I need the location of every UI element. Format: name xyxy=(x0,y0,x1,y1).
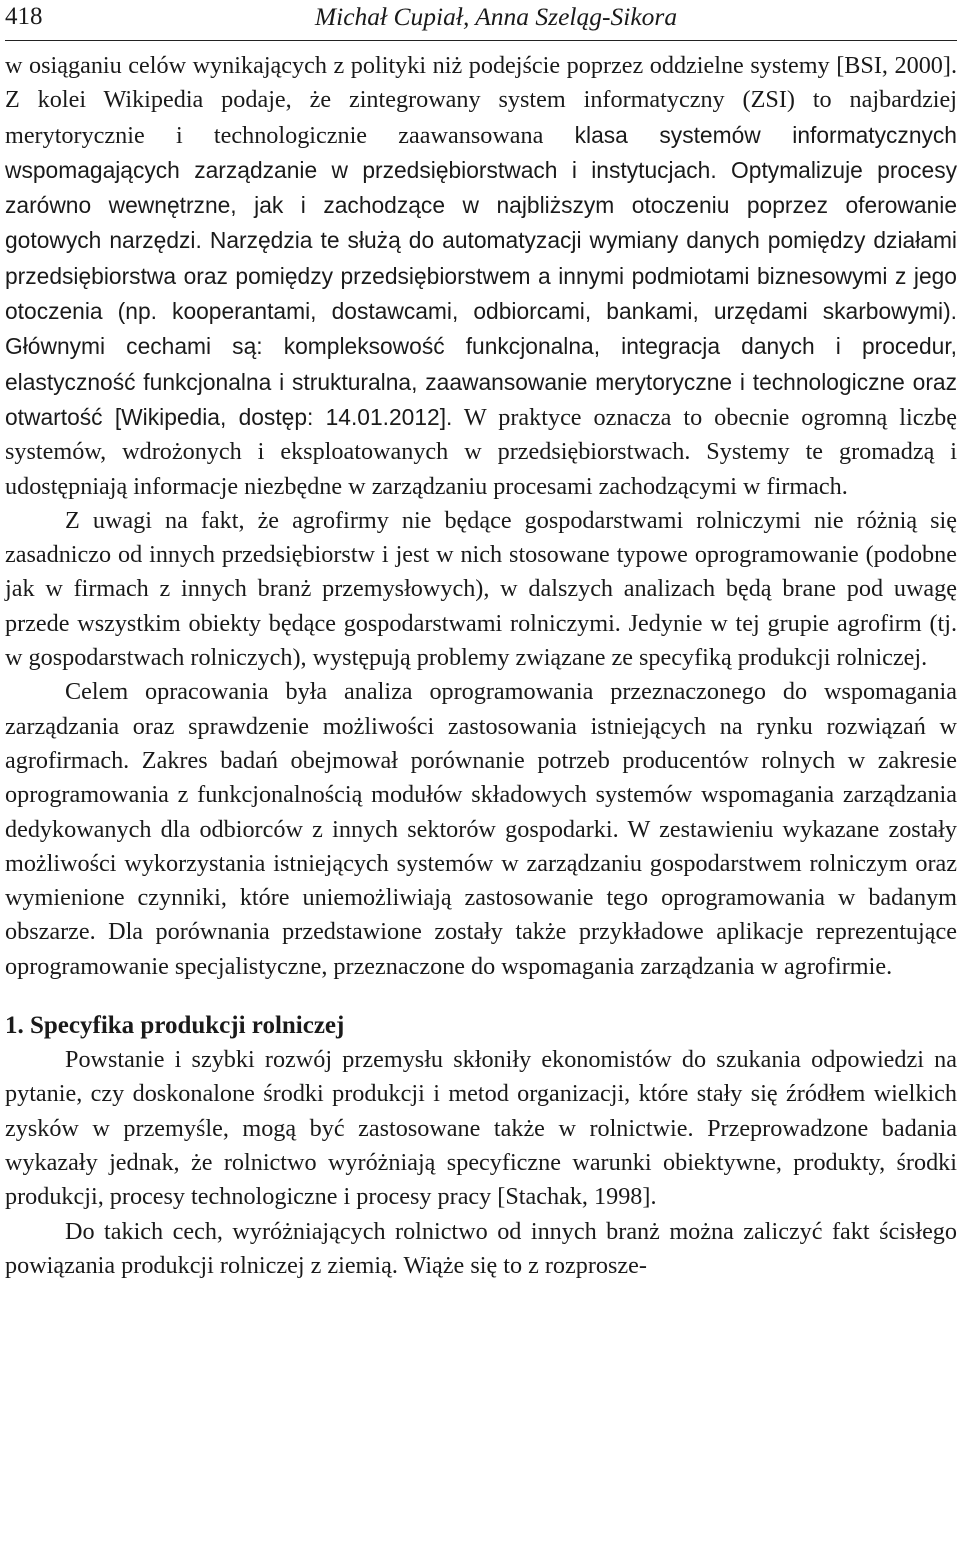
paragraph-section-features: Do takich cech, wyróżniających rolnictwo od innych branż można zaliczyć fakt ścisłego powiązania produkcji rolniczej z ziemią. Wiąże się to z rozprosze- xyxy=(5,1217,957,1279)
paragraph-zsi-wikipedia-quote: klasa systemów informatycznych wspomagających zarządzanie w przedsiębiorstwach i instytucjach. Optymalizuje procesy zarówno wewnętrzne, jak i zachodzące w najbliższym otoczeniu poprzez oferowanie gotowych narzędzi. Narzędzia te służą do automatyzacji wymiany danych pomiędzy działami przedsiębiorstwa oraz pomiędzy przedsiębiorstwem a innymi podmiotami biznesowymi z jego otoczenia (np. kooperantami, dostawcami, odbiorcami, bankami, urzędami skarbowymi). Głównymi cechami są: kompleksowość funkcjonalna, integracja danych i procedur, elastyczność funkcjonalna i strukturalna, zaawansowanie merytoryczne i technologiczne oraz otwartość [Wikipedia, dostęp: 14.01.2012]. xyxy=(5,121,957,430)
running-header xyxy=(5,0,957,41)
paragraph-aim: Celem opracowania była analiza oprogramowania przeznaczonego do wspomagania zarządzania oraz sprawdzenie możliwości zastosowania istniejących na rynku rozwiązań w agrofirmach. Zakres badań obejmował porównanie potrzeb producentów rolnych w zakresie oprogramowania z funkcjonalnością modułów składowych systemów wspomagania zarządzania dedykowanych dla odbiorców z innych sektorów gospodarki. W zestawieniu wykazane zostały możliwości wykorzystania istniejących systemów w zarządzaniu gospodarstwem rolniczym oraz wymienione czynniki, które uniemożliwiają zastosowanie tego oprogramowania w badanym obszarze. Dla porównania przedstawione zostały także przykładowe aplikacje reprezentujące oprogramowanie specjalistyczne, przeznaczone do wspomagania zarządzania w agrofirmie. xyxy=(5,678,957,980)
document-page xyxy=(5,0,957,1545)
section-heading: 1. Specyfika produkcji rolniczej xyxy=(5,1012,345,1040)
page-number: 418 xyxy=(5,3,43,30)
paragraph-zsi-part-1: w osiąganiu celów wynikających z polityki niż podejście poprzez oddzielne systemy [BSI, 2000]. Z kolei Wikipedia podaje, że zintegrowany system informatyczny (ZSI) to najbardziej merytorycznie i technologicznie zaawansowana xyxy=(5,52,957,149)
paragraph-zsi-part-2: W praktyce oznacza to obecnie ogromną liczbę systemów, wdrożonych i eksploatowanych w przedsiębiorstwach. Systemy te gromadzą i udostępniają informacje niezbędne w zarządzaniu procesami zachodzącymi w firmach. xyxy=(5,403,958,500)
paragraph-agrofirms: Z uwagi na fakt, że agrofirmy nie będące gospodarstwami rolniczymi nie różnią się zasadniczo od innych przedsiębiorstw i jest w nich stosowane typowe oprogramowanie (podobne jak w firmach z innych branż przemysłowych), w dalszych analizach będą brane pod uwagę przede wszystkim obiekty będące gospodarstwami rolniczymi. Jedynie w tej grupie agrofirm (tj. w gospodarstwach rolniczych), występują problemy związane ze specyfiką produkcji rolniczej. xyxy=(5,506,957,672)
body-text xyxy=(5,49,957,1283)
running-header-authors: Michał Cupiał, Anna Szeląg-Sikora xyxy=(314,2,678,31)
paragraph-zsi xyxy=(5,49,957,504)
paragraph-section-intro: Powstanie i szybki rozwój przemysłu skłoniły ekonomistów do szukania odpowiedzi na pytanie, czy doskonalone środki produkcji i metod organizacji, które stały się źródłem wielkich zysków w przemyśle, mogą być zastosowane także w rolnictwie. Przeprowadzone badania wykazały jednak, że rolnictwo wyróżniają specyficzne warunki obiektywne, produkty, środki produkcji, procesy technologiczne i procesy pracy [Stachak, 1998]. xyxy=(5,1046,957,1211)
